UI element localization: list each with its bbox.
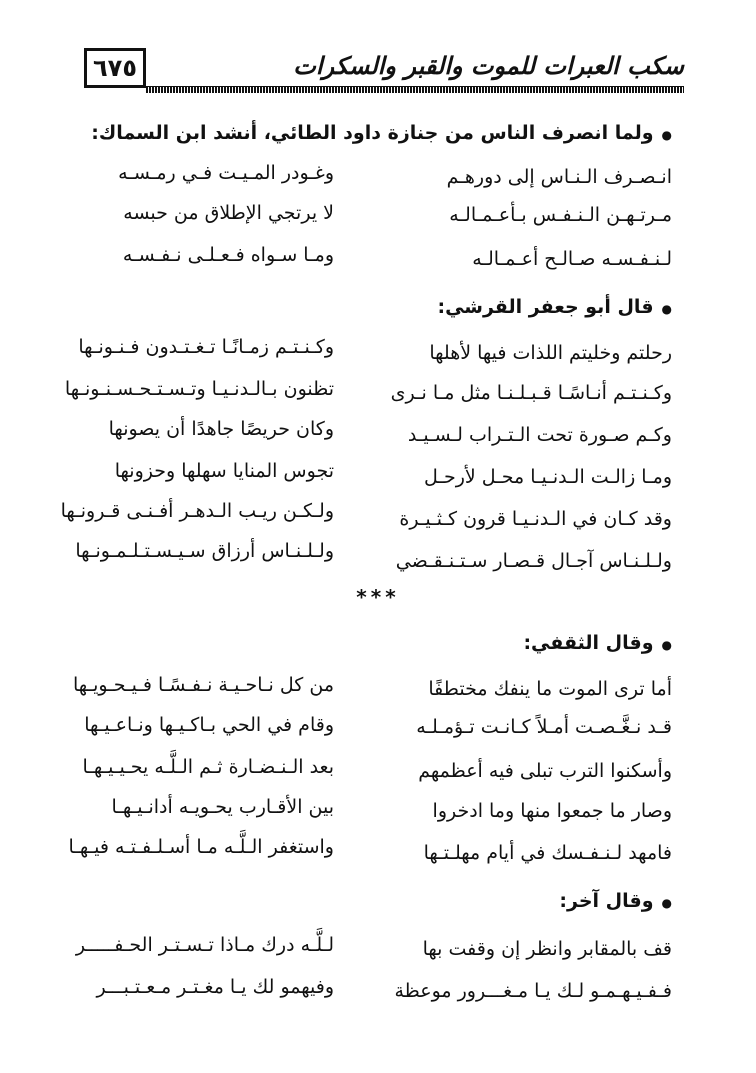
verse-hemistich-right: فـفـيـهـمـو لـك يـا مـغـــرور موعظة (394, 980, 672, 1002)
verse-hemistich-right: انـصـرف الـنـاس إلى دورهـم (446, 166, 672, 188)
verse-hemistich-left: تجوس المنايا سهلها وحزونها (114, 460, 334, 482)
bullet-icon: ● (661, 302, 672, 316)
verse-hemistich-right: أما ترى الموت ما ينفك مختطفًا (428, 678, 672, 700)
section-intro: ●وقال الثقفي: (523, 632, 672, 654)
verse-hemistich-left: واستغفر الـلَّـه مـا أسـلـفـتـه فيـهـا (68, 836, 334, 858)
verse-hemistich-right: وكـنـتـم أنـاسًـا قـبـلـنـا مثل مـا نـرى (390, 382, 672, 404)
verse-hemistich-right: رحلتم وخليتم اللذات فيها لأهلها (429, 342, 672, 364)
verse-hemistich-right: وصار ما جمعوا منها وما ادخروا (432, 800, 672, 822)
verse-hemistich-left: بعد الـنـضـارة ثـم الـلَّـه يحـيـيـهـا (82, 756, 334, 778)
page-header (84, 48, 684, 98)
bullet-icon: ● (661, 896, 672, 910)
verse-hemistich-left: ومـا سـواه فـعـلـى نـفـسـه (122, 244, 334, 266)
verse-hemistich-left: وغـودر المـيـت فـي رمـسـه (118, 162, 334, 184)
section-intro: ●ولما انصرف الناس من جنازة داود الطائي، أنشد ابن السماك: (91, 122, 672, 144)
verse-hemistich-left: وفيهمو لك يـا مغـتـر مـعـتـبـــر (96, 976, 334, 998)
verse-hemistich-right: فامهد لـنـفـسك في أيام مهلـتـها (423, 842, 672, 864)
verse-hemistich-right: ومـا زالـت الـدنـيـا محـل لأرحـل (424, 466, 672, 488)
verse-hemistich-left: وكـنـتـم زمـانًـا تـغـتـدون فـنـونـها (78, 336, 334, 358)
verse-hemistich-right: وأسكنوا الترب تبلى فيه أعظمهم (418, 760, 672, 782)
verse-hemistich-left: ولـكـن ريـب الـدهـر أفـنـى قـرونـها (60, 500, 334, 522)
verse-hemistich-right: قـد نـغَّـصـت أمـلاً كـانـت تـؤمـلـه (416, 716, 672, 738)
section-separator: *** (356, 585, 400, 609)
verse-hemistich-right: وقد كـان في الـدنـيـا قرون كـثـيـرة (399, 508, 672, 530)
verse-hemistich-right: ولـلـنـاس آجـال قـصـار سـتـنـقـضي (395, 550, 672, 572)
bullet-icon: ● (661, 128, 672, 142)
verse-hemistich-right: لـنـفـسـه صـالـح أعـمـالـه (472, 248, 672, 270)
page-number: ٦٧٥ (84, 48, 146, 88)
running-title: سكب العبرات للموت والقبر والسكرات (293, 52, 684, 80)
verse-hemistich-left: لا يرتجي الإطلاق من حبسه (123, 202, 334, 224)
verse-hemistich-left: من كل نـاحـيـة نـفـسًـا فـيـحـويـها (72, 674, 334, 696)
verse-hemistich-left: وقام في الحي بـاكـيـها ونـاعـيـها (84, 714, 334, 736)
verse-hemistich-left: تظنون بـالـدنـيـا وتـسـتـحـسـنـونـها (64, 378, 334, 400)
bullet-icon: ● (661, 638, 672, 652)
header-rule (146, 86, 684, 93)
verse-hemistich-right: قف بالمقابر وانظر إن وقفت بها (422, 938, 672, 960)
verse-hemistich-left: لـلَّـه درك مـاذا تـسـتـر الحـفـــــر (75, 934, 334, 956)
verse-hemistich-right: وكـم صـورة تحت الـتـراب لـسـيـد (407, 424, 672, 446)
section-intro: ●وقال آخر: (559, 890, 672, 912)
verse-hemistich-right: مـرتـهـن الـنـفـس بـأعـمـالـه (449, 204, 672, 226)
section-intro: ●قال أبو جعفر القرشي: (437, 296, 672, 318)
verse-hemistich-left: وكان حريصًا جاهدًا أن يصونها (108, 418, 334, 440)
verse-hemistich-left: بين الأقـارب يحـويـه أدانـيـهـا (111, 796, 334, 818)
verse-hemistich-left: ولـلـنـاس أرزاق سـيـسـتـلـمـونـها (75, 540, 334, 562)
